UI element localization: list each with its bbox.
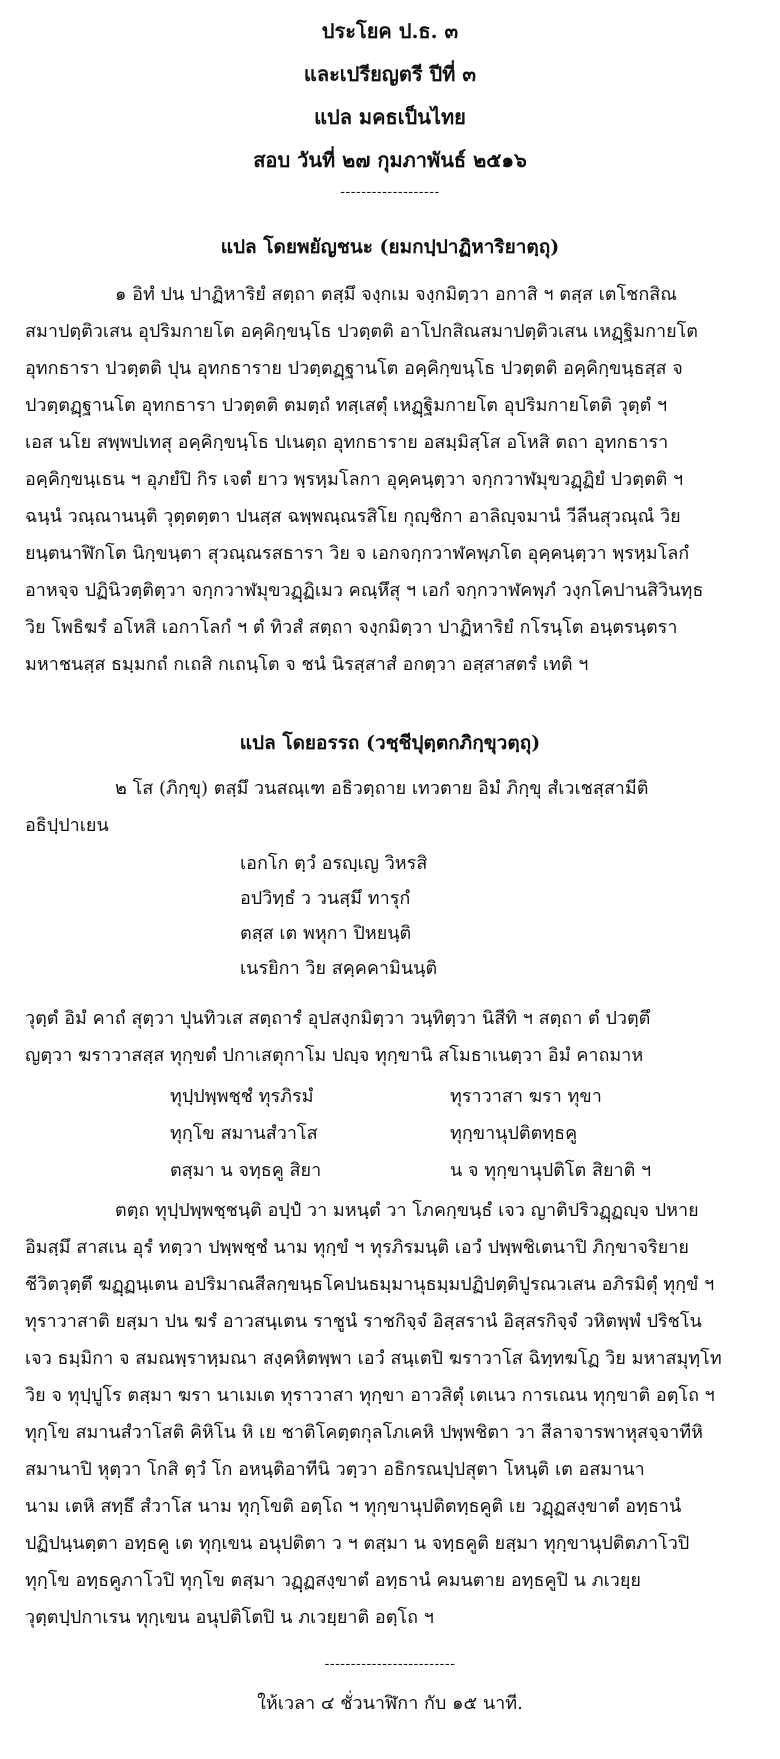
header-line-4: สอบ วันที่ ๒๗ กุมภาพันธ์ ๒๕๑๖ [253,148,527,172]
section2-body-line: นาม เตหิ สทฺธึ สํวาโส นาม ทุกฺโขติ อตฺโถ ฯ ทุกฺขานุปติตทฺธคูติ เย วฏฺฏสงฺขาตํ อทฺธานํ [25,1496,682,1517]
section1-line: เอส นโย สพฺพปเทสุ อคฺคิกฺขนฺโธ ปเนตฺถ อุทกธาราย อสมฺมิสฺโส อโหสิ ตถา อุทกธารา [25,432,669,453]
header-line-2: และเปรียญตรี ปีที่ ๓ [303,62,477,86]
verse-1-line: ตสฺส เต พหุกา ปิหยนฺติ [240,923,412,944]
section2-intro-line: อธิปฺปาเยน [25,815,109,836]
section2-body-line: ทุราวาสาติ ยสฺมา ปน ฆรํ อาวสนฺเตน ราชูนํ ราชกิจฺจํ อิสฺสรานํ อิสฺสรกิจฺจํ วหิตพฺพํ ปริชโน [25,1311,702,1332]
section2-body-line: ทุกฺโข สมานสํวาโสติ คิหิโน หิ เย ชาติโคตฺตกุลโภเคหิ ปพฺพชิตา วา สีลาจารพาหุสจฺจาทีหิ [25,1422,703,1443]
section2-body-line: ชีวิตวุตฺตึ ฆฏฺฏนฺเตน อปริมาณสีลกฺขนฺธโคปนธมฺมานุธมฺมปฏิปตฺติปูรณวเสน อภิรมิตุํ ทุกฺขํ ฯ [25,1274,715,1295]
verse-2-right: น จ ทุกฺขานุปติโต สิยาติ ฯ [450,1160,652,1181]
section2-body-line: อิมสฺมึ สาสเน อุรํ ทตฺวา ปพฺพชฺชํ นาม ทุกฺขํ ฯ ทุรภิรมนฺติ เอวํ ปพฺพชิเตนาปิ ภิกฺขาจริยาย [25,1237,689,1258]
section2-body-line: เจว ธมฺมิกา จ สมณพฺราหฺมณา สงฺคหิตพฺพา เอวํ สนฺเตปิ ฆราวาโส ฉิทฺทฆโฏ วิย มหาสมุทฺโท [25,1348,722,1369]
exam-header [0,14,780,200]
section1-line: วิย โพธิฆรํ อโหสิ เอกาโลกํ ฯ ตํ ทิวสํ สตฺถา จงฺกมิตฺวา ปาฏิหาริยํ กโรนฺโต อนฺตรนฺตรา [25,617,678,638]
verse-1-line: อปวิทฺธํ ว วนสฺมึ ทารุกํ [240,888,411,909]
verse-2 [0,1078,780,1189]
section2-body [25,1192,755,1636]
section2-mid-line: ญตฺวา ฆราวาสสฺส ทุกฺขตํ ปกาเสตุกาโม ปญฺจ ทุกฺขานิ สโมธาเนตฺวา อิมํ คาถมาห [25,1045,644,1066]
verse-2-row [0,1078,780,1115]
header-line-1: ประโยค ป.ธ. ๓ [321,19,459,43]
section1-line: ๑ อิทํ ปน ปาฏิหาริยํ สตฺถา ตสฺมึ จงฺกเม จงฺกมิตฺวา อกาสิ ฯ ตสฺส เตโชกสิณ [115,284,677,305]
verse-2-row [0,1152,780,1189]
section1-line: ยนฺตนาฬิกโต นิกฺขนฺตา สุวณฺณรสธารา วิย จ เอกจกฺกวาฬคพฺภโต อุคฺคนฺตฺวา พฺรหฺมโลกํ [25,543,690,564]
verse-1-line: เนรยิกา วิย สคฺคคามินนฺติ [240,958,438,979]
section1-line: ฉนฺนํ วณฺณานนฺติ วุตฺตตฺตา ปนสฺส ฉพฺพณฺณรสิโย กุญฺชิกา อาลิญฺจมานํ วีลีนสุวณฺณํ วิย [25,506,681,527]
verse-2-right: ทุกฺขานุปติตทฺธคู [450,1123,578,1144]
section1-body [25,276,755,683]
verse-2-row [0,1115,780,1152]
verse-2-left: ทุปฺปพฺพชฺชํ ทุรภิรมํ [170,1086,314,1107]
section2-intro [25,770,755,844]
section2-body-line: ปฏิปนฺนตฺตา อทฺธคู เต ทุกฺเขน อนุปติตา ว ฯ ตสฺมา น จทฺธคูติ ยสฺมา ทุกฺขานุปติตภาโวปิ [25,1533,690,1554]
section2-body-line: ทุกฺโข อทฺธคูภาโวปิ ทุกฺโข ตสฺมา วฏฺฏสงฺขาตํ อทฺธานํ คมนตาย อทฺธคูปิ น ภเวยฺย [25,1570,641,1591]
section1-line: อคฺคิกฺขนฺเธน ฯ อุภยํปิ กิร เจตํ ยาว พฺรหฺมโลกา อุคฺคนฺตฺวา จกฺกวาฬมุขวฏฺฏิยํ ปวตฺตติ ฯ [25,469,684,490]
section2-heading: แปล โดยอรรถ (วชฺชีปุตฺตกภิกฺขุวตฺถุ) [239,732,541,754]
verse-2-left: ทุกฺโข สมานสํวาโส [170,1123,318,1144]
section1-line: อาหจฺจ ปฏินิวตฺติตฺวา จกฺกวาฬมุขวฏฺฏิเมว คณฺหึสุ ฯ เอกํ จกฺกวาฬคพฺภํ วงฺกโคปานสิวินทฺธ [25,580,704,601]
verse-2-right: ทุราวาสา ฆรา ทุขา [450,1086,602,1107]
section2-body-line: วิย จ ทุปฺปูโร ตสฺมา ฆรา นาเมเต ทุราวาสา ทุกฺขา อาวสิตุํ เตเนว การเณน ทุกฺขาติ อตฺโถ ฯ [25,1385,715,1406]
section1-heading: แปล โดยพยัญชนะ (ยมกปฺปาฏิหาริยาตฺถุ) [220,236,560,258]
header-line-3: แปล มคธเป็นไทย [314,105,466,129]
exam-footer [0,1656,780,1717]
verse-1 [0,846,780,986]
section2-body-line: ตตฺถ ทุปฺปพฺพชฺชนฺติ อปฺปํ วา มหนฺตํ วา โภคกฺขนฺธํ เจว ญาติปริวฏฺฏญฺจ ปหาย [115,1200,699,1221]
section1-line: มหาชนสฺส ธมฺมกถํ กเถสิ กเถนฺโต จ ชนํ นิรสฺสาสํ อกตฺวา อสฺสาสตรํ เทติ ฯ [25,654,589,675]
section2-mid-line: วุตฺตํ อิมํ คาถํ สุตฺวา ปุนทิวเส สตฺถารํ อุปสงฺกมิตฺวา วนฺทิตฺวา นิสีทิ ฯ สตฺถา ตํ ปวตฺตึ [25,1008,651,1029]
section1-line: อุทกธารา ปวตฺตติ ปุน อุทกธาราย ปวตฺตฏฺฐานโต อคฺคิกฺขนฺโธ ปวตฺตติ อคฺคิกฺขนฺธสฺส จ [25,358,683,379]
verse-1-line: เอกโก ตฺวํ อรญฺเญ วิหรสิ [240,853,428,874]
section2-mid [25,1000,755,1074]
time-allowed: ให้เวลา ๔ ชั่วนาฬิกา กับ ๑๕ นาที. [257,1693,523,1714]
section2-body-line: วุตฺตปฺปกาเรน ทุกฺเขน อนุปติโตปิ น ภเวยฺยาติ อตฺโถ ฯ [25,1607,434,1628]
verse-2-left: ตสฺมา น จทฺธคู สิยา [170,1160,322,1181]
section1-line: ปวตฺตฏฺฐานโต อุทกธารา ปวตฺตติ ตมตฺถํ ทสฺเสตุํ เหฏฺฐิมกายโต อุปริมกายโตติ วุตฺตํ ฯ [25,395,668,416]
section1-line: สมาปตฺติวเสน อุปริมกายโต อคฺคิกฺขนฺโธ ปวตฺตติ อาโปกสิณสมาปตฺติวเสน เหฏฺฐิมกายโต [25,321,698,342]
section2-body-line: สมานาปิ หุตฺวา โกสิ ตฺวํ โก อหนฺติอาทีนิ วตฺวา อธิกรณปฺปสุตา โหนฺติ เต อสมานา [25,1459,645,1480]
section2-intro-line: ๒ โส (ภิกฺขุ) ตสฺมึ วนสณฺเฑ อธิวตฺถาย เทวตาย อิมํ ภิกฺขุ สํเวเชสฺสามีติ [115,778,649,799]
header-divider: ------------------- [340,184,440,200]
footer-divider: ------------------------- [324,1656,456,1672]
